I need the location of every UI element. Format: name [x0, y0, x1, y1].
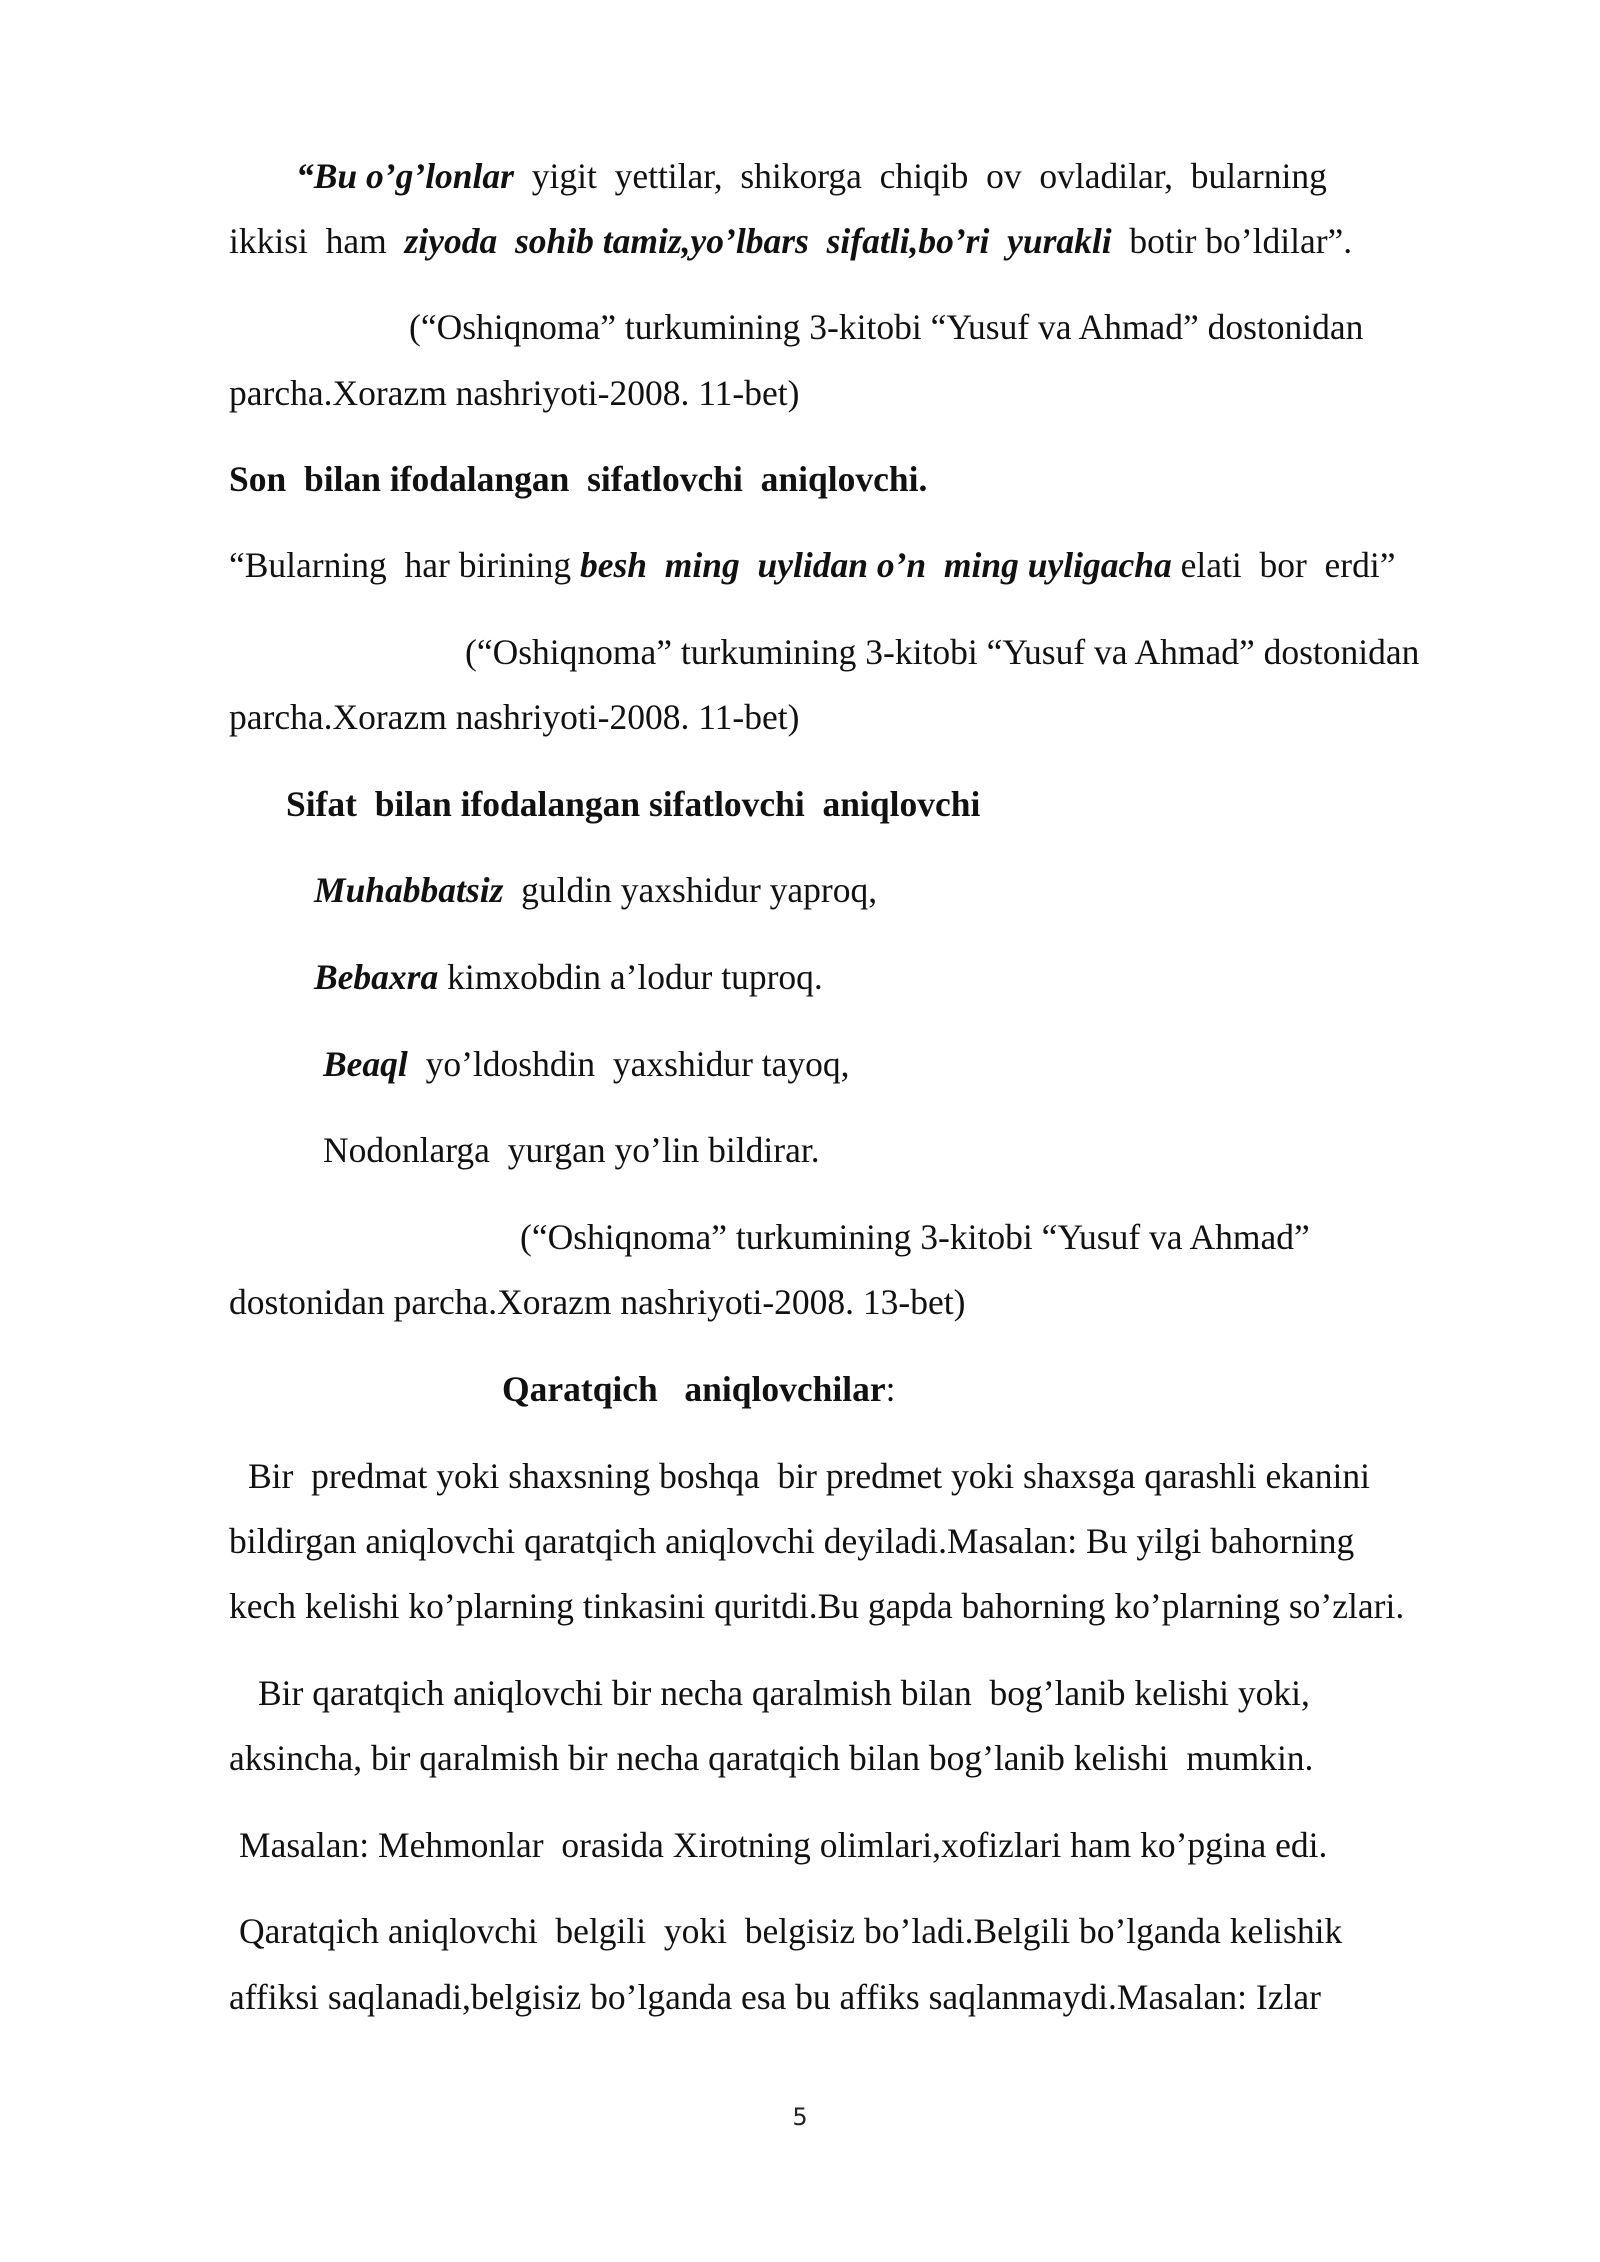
- paragraph-6-line-2: affiksi saqlanadi,belgisiz bo’lganda esa bu affiks saqlanmaydi.Masalan: Izlar: [229, 1977, 1321, 2017]
- page-number: 5: [792, 2103, 808, 2131]
- section-heading-3: [502, 1367, 896, 1411]
- poem-line-2: [314, 955, 823, 999]
- source-citation-2-line-1: (“Oshiqnoma” turkumining 3-kitobi “Yusuf va Ahmad” dostonidan: [465, 632, 1420, 672]
- emphasis-phrase: besh ming uylidan o’n ming uyligacha: [579, 545, 1172, 585]
- paragraph-3-line-2: bildirgan aniqlovchi qaratqich aniqlovchi deyiladi.Masalan: Bu yilgi bahorning: [229, 1521, 1355, 1561]
- paragraph-1-line-1: [296, 154, 1327, 198]
- paragraph-6-line-1: Qaratqich aniqlovchi belgili yoki belgisiz bo’ladi.Belgili bo’lganda kelishik: [239, 1911, 1343, 1951]
- emphasis-word: Bebaxra: [314, 957, 439, 997]
- paragraph-4-line-2: aksincha, bir qaralmish bir necha qaratqich bilan bog’lanib kelishi mumkin.: [229, 1738, 1314, 1778]
- poem-line-4: Nodonlarga yurgan yo’lin bildirar.: [323, 1130, 820, 1170]
- text-run: ikkisi ham: [229, 221, 405, 261]
- source-citation-3-line-1: (“Oshiqnoma” turkumining 3-kitobi “Yusuf va Ahmad”: [520, 1217, 1310, 1257]
- paragraph-1-line-2: [229, 219, 1352, 263]
- source-citation-1-line-1: (“Oshiqnoma” turkumining 3-kitobi “Yusuf va Ahmad” dostonidan: [409, 307, 1364, 347]
- source-citation-3-line-2: dostonidan parcha.Xorazm nashriyoti-2008. 13-bet): [229, 1282, 966, 1322]
- text-run: guldin yaxshidur yaproq,: [503, 870, 878, 910]
- text-run: elati bor erdi”: [1171, 545, 1396, 585]
- emphasis-phrase: “Bu o’g’lonlar: [296, 156, 514, 196]
- section-heading-1: Son bilan ifodalangan sifatlovchi aniqlovchi.: [229, 459, 928, 499]
- heading-text: Qaratqich aniqlovchilar: [502, 1369, 886, 1409]
- paragraph-5: Masalan: Mehmonlar orasida Xirotning olimlari,xofizlari ham ko’pgina edi.: [239, 1825, 1328, 1865]
- poem-line-3: [323, 1042, 850, 1086]
- text-run: kimxobdin a’lodur tuproq.: [438, 957, 823, 997]
- section-heading-2: Sifat bilan ifodalangan sifatlovchi aniqlovchi: [286, 784, 981, 824]
- heading-colon: :: [885, 1369, 896, 1409]
- paragraph-3-line-3: kech kelishi ko’plarning tinkasini quritdi.Bu gapda bahorning ko’plarning so’zlari.: [229, 1586, 1405, 1626]
- paragraph-4-line-1: Bir qaratqich aniqlovchi bir necha qaralmish bilan bog’lanib kelishi yoki,: [258, 1673, 1310, 1713]
- emphasis-word: Muhabbatsiz: [314, 870, 504, 910]
- emphasis-word: Beaql: [323, 1044, 408, 1084]
- paragraph-2: [229, 543, 1396, 587]
- source-citation-2-line-2: parcha.Xorazm nashriyoti-2008. 11-bet): [229, 697, 800, 737]
- text-run: yigit yettilar, shikorga chiqib ov ovladilar, bularning: [513, 156, 1327, 196]
- poem-line-1: [314, 868, 877, 912]
- text-run: botir bo’ldilar”.: [1111, 221, 1353, 261]
- text-run: yo’ldoshdin yaxshidur tayoq,: [407, 1044, 850, 1084]
- source-citation-1-line-2: parcha.Xorazm nashriyoti-2008. 11-bet): [229, 373, 800, 413]
- emphasis-phrase: ziyoda sohib tamiz,yo’lbars sifatli,bo’ri yurakli: [404, 221, 1112, 261]
- paragraph-3-line-1: Bir predmat yoki shaxsning boshqa bir predmet yoki shaxsga qarashli ekanini: [248, 1456, 1370, 1496]
- text-run: “Bularning har birining: [229, 545, 580, 585]
